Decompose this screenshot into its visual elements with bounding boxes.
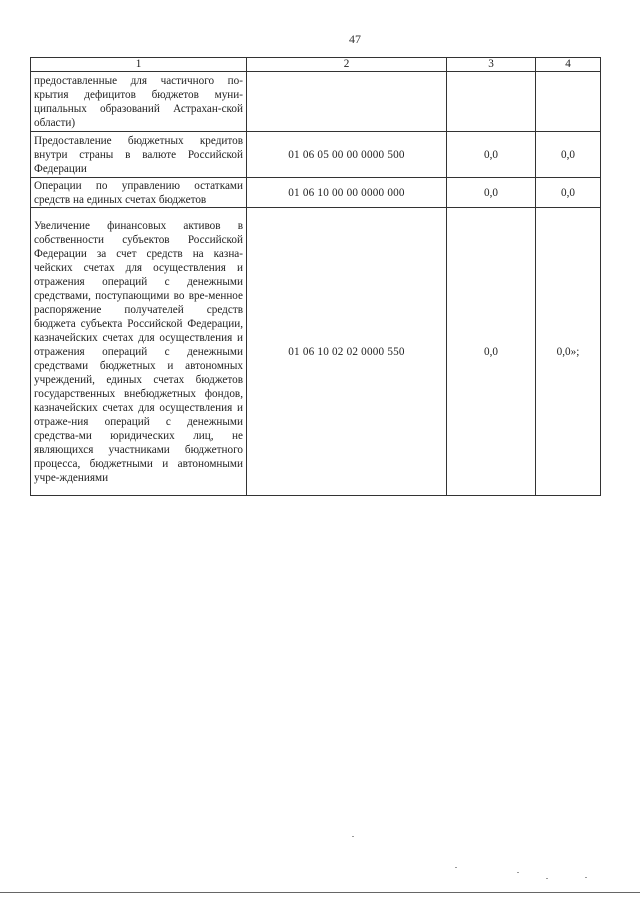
header-col-3: 3 — [447, 58, 536, 72]
row-description: Увеличение финансовых активов в собственности субъектов Российской Федерации за счет средств на казна-чейских счетах для осуществления и отражения операций с денежными средствами, поступающими во вре-менное распоряжение получателей средств бюджета субъекта Российской Федерации, казначейских счетах для осуществления и отражения операций с денежными средствами бюджетных и автономных учреждений, единых счетах бюджетов государственных внебюджетных фондов, казначейских счетах для осуществления и отраже-ния операций с денежными средства-ми юридических лиц, не являющихся участниками бюджетного процесса, бюджетными и автономными учре-ждениями — [31, 208, 247, 496]
row-col3-value: 0,0 — [447, 132, 536, 178]
page-number: 47 — [349, 32, 361, 46]
row-description: предоставленные для частичного по-крытия дефицитов бюджетов муни-ципальных образований Астрахан-ской области) — [31, 72, 247, 132]
row-col4-value: 0,0»; — [536, 208, 601, 496]
row-code: 01 06 10 02 02 0000 550 — [247, 208, 447, 496]
row-code: 01 06 05 00 00 0000 500 — [247, 132, 447, 178]
budget-sources-table — [30, 57, 601, 496]
scan-speck — [585, 877, 587, 878]
table-row — [31, 208, 601, 496]
table-header-row — [31, 58, 601, 72]
row-col4-value — [536, 72, 601, 132]
row-col4-value: 0,0 — [536, 132, 601, 178]
row-description: Операции по управлению остатками средств на единых счетах бюджетов — [31, 178, 247, 208]
row-col3-value: 0,0 — [447, 208, 536, 496]
header-col-2: 2 — [247, 58, 447, 72]
row-col4-value: 0,0 — [536, 178, 601, 208]
header-col-4: 4 — [536, 58, 601, 72]
scan-speck — [517, 872, 519, 873]
row-col3-value — [447, 72, 536, 132]
table-row — [31, 132, 601, 178]
row-code — [247, 72, 447, 132]
scan-speck — [455, 867, 457, 868]
scan-speck — [352, 836, 354, 837]
scan-speck — [546, 878, 548, 879]
header-col-1: 1 — [31, 58, 247, 72]
scan-edge-line — [0, 892, 640, 893]
row-code: 01 06 10 00 00 0000 000 — [247, 178, 447, 208]
row-description: Предоставление бюджетных кредитов внутри страны в валюте Российской Федерации — [31, 132, 247, 178]
row-col3-value: 0,0 — [447, 178, 536, 208]
table-row — [31, 72, 601, 132]
table-row — [31, 178, 601, 208]
